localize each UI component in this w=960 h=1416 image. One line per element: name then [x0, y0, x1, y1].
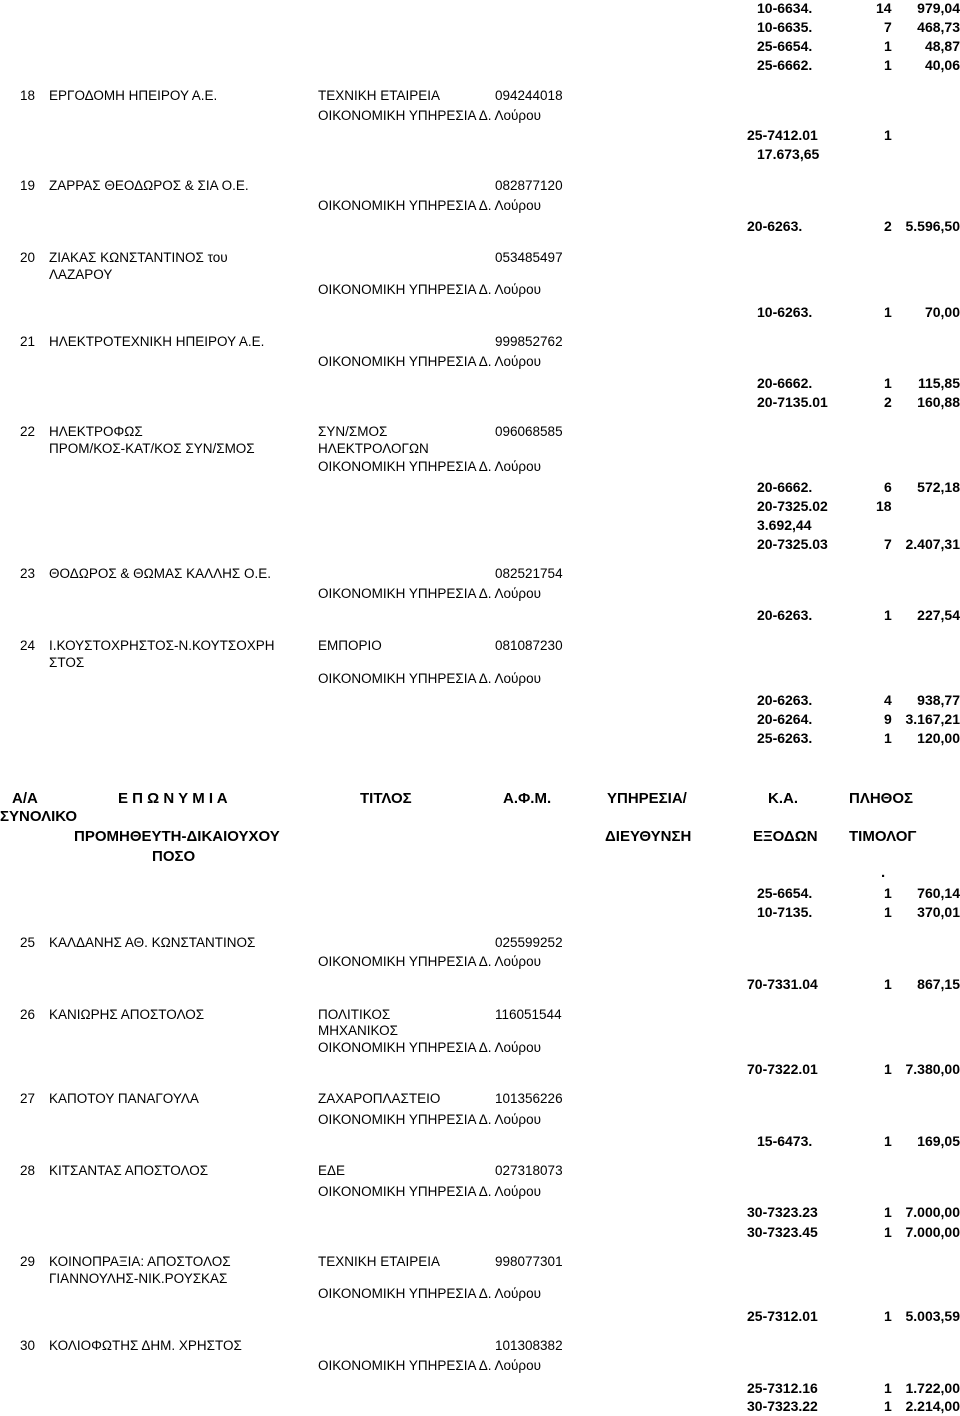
supplier-title: ΤΕΧΝΙΚΗ ΕΤΑΙΡΕΙΑ: [318, 88, 441, 103]
supplier-afm: 998077301: [495, 1254, 563, 1269]
ka-code: 25-6263.: [757, 730, 813, 746]
header-ypiresia: ΥΠΗΡΕΣΙΑ/: [607, 790, 687, 807]
supplier-title: ΖΑΧΑΡΟΠΛΑΣΤΕΙΟ: [318, 1091, 441, 1106]
supplier-name: ΚΑΠΟΤΟΥ ΠΑΝΑΓΟΥΛΑ: [49, 1091, 199, 1106]
invoice-count: 1: [884, 730, 892, 746]
ka-code: 25-7412.01: [747, 127, 818, 143]
ka-code: 30-7323.22: [747, 1398, 818, 1414]
total-amount: 5.596,50: [905, 218, 960, 234]
invoice-count: 1: [884, 976, 892, 992]
supplier-title-line2: ΗΛΕΚΤΡΟΛΟΓΩΝ: [318, 441, 429, 456]
service-label: ΟΙΚΟΝΟΜΙΚΗ ΥΠΗΡΕΣΙΑ Δ. Λούρου: [318, 282, 541, 297]
ka-code: 20-7135.01: [757, 394, 828, 410]
row-number: 25: [20, 935, 36, 950]
supplier-name: ΗΛΕΚΤΡΟΤΕΧΝΙΚΗ ΗΠΕΙΡΟΥ Α.Ε.: [49, 334, 265, 349]
total-amount: 979,04: [917, 0, 960, 16]
header-plithos: ΠΛΗΘΟΣ: [849, 790, 914, 807]
row-number: 27: [20, 1091, 36, 1106]
invoice-count: 1: [884, 1133, 892, 1149]
supplier-name: ΚΙΤΣΑΝΤΑΣ ΑΠΟΣΤΟΛΟΣ: [49, 1163, 209, 1178]
total-amount: 169,05: [917, 1133, 960, 1149]
supplier-afm: 094244018: [495, 88, 563, 103]
total-amount: 2.214,00: [905, 1398, 960, 1414]
service-label: ΟΙΚΟΝΟΜΙΚΗ ΥΠΗΡΕΣΙΑ Δ. Λούρου: [318, 354, 541, 369]
ka-code: 30-7323.45: [747, 1224, 818, 1240]
service-label: ΟΙΚΟΝΟΜΙΚΗ ΥΠΗΡΕΣΙΑ Δ. Λούρου: [318, 108, 541, 123]
total-amount: 572,18: [917, 479, 960, 495]
invoice-count: 7: [884, 19, 892, 35]
supplier-name: ΖΑΡΡΑΣ ΘΕΟΔΩΡΟΣ & ΣΙΑ Ο.Ε.: [49, 178, 249, 193]
ka-code: 10-6263.: [757, 304, 813, 320]
total-amount: 48,87: [924, 38, 960, 54]
supplier-title: ΠΟΛΙΤΙΚΟΣ: [318, 1007, 391, 1022]
invoice-count: 4: [884, 692, 892, 708]
ka-code: 25-6654.: [757, 885, 813, 901]
supplier-name-line2: ΓΙΑΝΝΟΥΛΗΣ-ΝΙΚ.ΡΟΥΣΚΑΣ: [49, 1271, 228, 1286]
total-amount: 938,77: [917, 692, 960, 708]
service-label: ΟΙΚΟΝΟΜΙΚΗ ΥΠΗΡΕΣΙΑ Δ. Λούρου: [318, 1112, 541, 1127]
total-amount: 40,06: [924, 57, 960, 73]
service-label: ΟΙΚΟΝΟΜΙΚΗ ΥΠΗΡΕΣΙΑ Δ. Λούρου: [318, 459, 541, 474]
header-eponymia: Ε Π Ω Ν Υ Μ Ι Α: [118, 790, 228, 807]
total-amount: 70,00: [924, 304, 960, 320]
supplier-name-line2: ΛΑΖΑΡΟΥ: [49, 267, 113, 282]
ka-code: 20-6662.: [757, 479, 813, 495]
total-amount: 468,73: [917, 19, 960, 35]
invoice-count: 1: [884, 375, 892, 391]
supplier-afm: 101356226: [495, 1091, 563, 1106]
supplier-afm: 025599252: [495, 935, 563, 950]
header-synoliko: ΣΥΝΟΛΙΚΟ: [0, 808, 78, 825]
header-ka: Κ.Α.: [768, 790, 798, 807]
supplier-afm: 116051544: [495, 1007, 562, 1022]
invoice-count: 1: [884, 57, 892, 73]
invoice-count: 9: [884, 711, 892, 727]
total-amount: 3.692,44: [757, 517, 812, 533]
supplier-name: ΚΟΛΙΟΦΩΤΗΣ ΔΗΜ. ΧΡΗΣΤΟΣ: [49, 1338, 242, 1353]
invoice-count: 1: [884, 1398, 892, 1414]
total-amount: 2.407,31: [905, 536, 960, 552]
total-amount: 867,15: [917, 976, 960, 992]
invoice-count: 6: [884, 479, 892, 495]
header-timolog: ΤΙΜΟΛΟΓ: [849, 828, 917, 845]
header-dieythinsi: ΔΙΕΥΘΥΝΣΗ: [605, 828, 692, 845]
total-amount: 160,88: [917, 394, 960, 410]
total-amount: 3.167,21: [905, 711, 960, 727]
service-label: ΟΙΚΟΝΟΜΙΚΗ ΥΠΗΡΕΣΙΑ Δ. Λούρου: [318, 954, 541, 969]
ka-code: 20-7325.02: [757, 498, 828, 514]
ka-code: 10-7135.: [757, 904, 813, 920]
invoice-count: 14: [876, 0, 892, 16]
ka-code: 20-7325.03: [757, 536, 828, 552]
row-number: 21: [20, 334, 36, 349]
row-number: 23: [20, 566, 36, 581]
service-label: ΟΙΚΟΝΟΜΙΚΗ ΥΠΗΡΕΣΙΑ Δ. Λούρου: [318, 1040, 541, 1055]
row-number: 28: [20, 1163, 36, 1178]
ka-code: 20-6263.: [757, 692, 813, 708]
invoice-count: 1: [884, 607, 892, 623]
ka-code: 20-6264.: [757, 711, 813, 727]
supplier-title: ΣΥΝ/ΣΜΟΣ: [318, 424, 388, 439]
row-number: 22: [20, 424, 36, 439]
invoice-count: 1: [884, 304, 892, 320]
supplier-afm: 101308382: [495, 1338, 563, 1353]
supplier-name: ΗΛΕΚΤΡΟΦΩΣ: [49, 424, 143, 439]
ka-code: 20-6263.: [747, 218, 803, 234]
ka-code: 25-7312.16: [747, 1380, 818, 1396]
row-number: 19: [20, 178, 36, 193]
total-amount: 1.722,00: [905, 1380, 960, 1396]
supplier-name-line2: ΣΤΟΣ: [49, 655, 85, 670]
invoice-count: 2: [884, 218, 892, 234]
invoice-count: 1: [884, 1308, 892, 1324]
row-number: 29: [20, 1254, 36, 1269]
ka-code: 30-7323.23: [747, 1204, 818, 1220]
header-promitheuti: ΠΡΟΜΗΘΕΥΤΗ-ΔΙΚΑΙΟΥΧΟΥ: [74, 828, 280, 845]
supplier-name: Ι.ΚΟΥΣΤΟΧΡΗΣΤΟΣ-Ν.ΚΟΥΤΣΟΧΡΗ: [49, 638, 275, 653]
invoice-count: 1: [884, 904, 892, 920]
row-number: 26: [20, 1007, 36, 1022]
ka-code: 10-6635.: [757, 19, 813, 35]
invoice-count: 1: [884, 1224, 892, 1240]
supplier-title: ΕΜΠΟΡΙΟ: [318, 638, 382, 653]
supplier-afm: 082877120: [495, 178, 563, 193]
supplier-afm: 096068585: [495, 424, 563, 439]
supplier-name-line2: ΠΡΟΜ/ΚΟΣ-ΚΑΤ/ΚΟΣ ΣΥΝ/ΣΜΟΣ: [49, 441, 255, 456]
header-exodon: ΕΞΟΔΩΝ: [753, 828, 818, 845]
supplier-name: ΚΑΛΔΑΝΗΣ ΑΘ. ΚΩΝΣΤΑΝΤΙΝΟΣ: [49, 935, 256, 950]
invoice-count: 2: [884, 394, 892, 410]
ka-code: 25-6654.: [757, 38, 813, 54]
service-label: ΟΙΚΟΝΟΜΙΚΗ ΥΠΗΡΕΣΙΑ Δ. Λούρου: [318, 1358, 541, 1373]
header-titlos: ΤΙΤΛΟΣ: [360, 790, 412, 807]
service-label: ΟΙΚΟΝΟΜΙΚΗ ΥΠΗΡΕΣΙΑ Δ. Λούρου: [318, 1286, 541, 1301]
header-aa: Α/Α: [12, 790, 38, 807]
supplier-afm: 999852762: [495, 334, 563, 349]
ka-code: 70-7322.01: [747, 1061, 818, 1077]
row-number: 24: [20, 638, 36, 653]
invoice-count: 1: [884, 127, 892, 143]
service-label: ΟΙΚΟΝΟΜΙΚΗ ΥΠΗΡΕΣΙΑ Δ. Λούρου: [318, 671, 541, 686]
row-number: 18: [20, 88, 36, 103]
ka-code: 20-6263.: [757, 607, 813, 623]
total-amount: 120,00: [917, 730, 960, 746]
supplier-name: ΘΟΔΩΡΟΣ & ΘΩΜΑΣ ΚΑΛΛΗΣ Ο.Ε.: [49, 566, 272, 581]
supplier-name: ΖΙΑΚΑΣ ΚΩΝΣΤΑΝΤΙΝΟΣ του: [49, 250, 228, 265]
invoice-count: 1: [884, 1380, 892, 1396]
invoice-count: 1: [884, 1061, 892, 1077]
supplier-afm: 082521754: [495, 566, 563, 581]
invoice-count: 1: [884, 38, 892, 54]
ka-code: 70-7331.04: [747, 976, 818, 992]
total-amount: 760,14: [917, 885, 960, 901]
supplier-title: ΤΕΧΝΙΚΗ ΕΤΑΙΡΕΙΑ: [318, 1254, 441, 1269]
invoice-count: 7: [884, 536, 892, 552]
invoice-count: 1: [884, 1204, 892, 1220]
ka-code: 25-7312.01: [747, 1308, 818, 1324]
total-amount: 17.673,65: [757, 146, 820, 162]
total-amount: 7.000,00: [905, 1224, 960, 1240]
ka-code: 25-6662.: [757, 57, 813, 73]
ka-code: 20-6662.: [757, 375, 813, 391]
total-amount: 7.000,00: [905, 1204, 960, 1220]
row-number: 20: [20, 250, 36, 265]
invoice-count: 1: [884, 885, 892, 901]
total-amount: 5.003,59: [905, 1308, 960, 1324]
total-amount: 115,85: [917, 375, 960, 391]
header-afm: Α.Φ.Μ.: [503, 790, 552, 807]
service-label: ΟΙΚΟΝΟΜΙΚΗ ΥΠΗΡΕΣΙΑ Δ. Λούρου: [318, 198, 541, 213]
supplier-name: ΚΟΙΝΟΠΡΑΞΙΑ: ΑΠΟΣΤΟΛΟΣ: [49, 1254, 231, 1269]
total-amount: 370,01: [917, 904, 960, 920]
supplier-name: ΚΑΝΙΩΡΗΣ ΑΠΟΣΤΟΛΟΣ: [49, 1007, 205, 1022]
ka-code: 15-6473.: [757, 1133, 813, 1149]
ka-code: 10-6634.: [757, 0, 813, 16]
supplier-title: ΕΔΕ: [318, 1163, 346, 1178]
header-poso: ΠΟΣΟ: [152, 848, 196, 865]
header-dot: .: [881, 864, 886, 881]
supplier-afm: 027318073: [495, 1163, 563, 1178]
supplier-name: ΕΡΓΟΔΟΜΗ ΗΠΕΙΡΟΥ Α.Ε.: [49, 88, 218, 103]
supplier-afm: 053485497: [495, 250, 563, 265]
service-label: ΟΙΚΟΝΟΜΙΚΗ ΥΠΗΡΕΣΙΑ Δ. Λούρου: [318, 1184, 541, 1199]
total-amount: 227,54: [917, 607, 960, 623]
row-number: 30: [20, 1338, 36, 1353]
supplier-title-line2: ΜΗΧΑΝΙΚΟΣ: [318, 1023, 398, 1038]
supplier-afm: 081087230: [495, 638, 563, 653]
service-label: ΟΙΚΟΝΟΜΙΚΗ ΥΠΗΡΕΣΙΑ Δ. Λούρου: [318, 586, 541, 601]
total-amount: 7.380,00: [905, 1061, 960, 1077]
invoice-count: 18: [876, 498, 892, 514]
